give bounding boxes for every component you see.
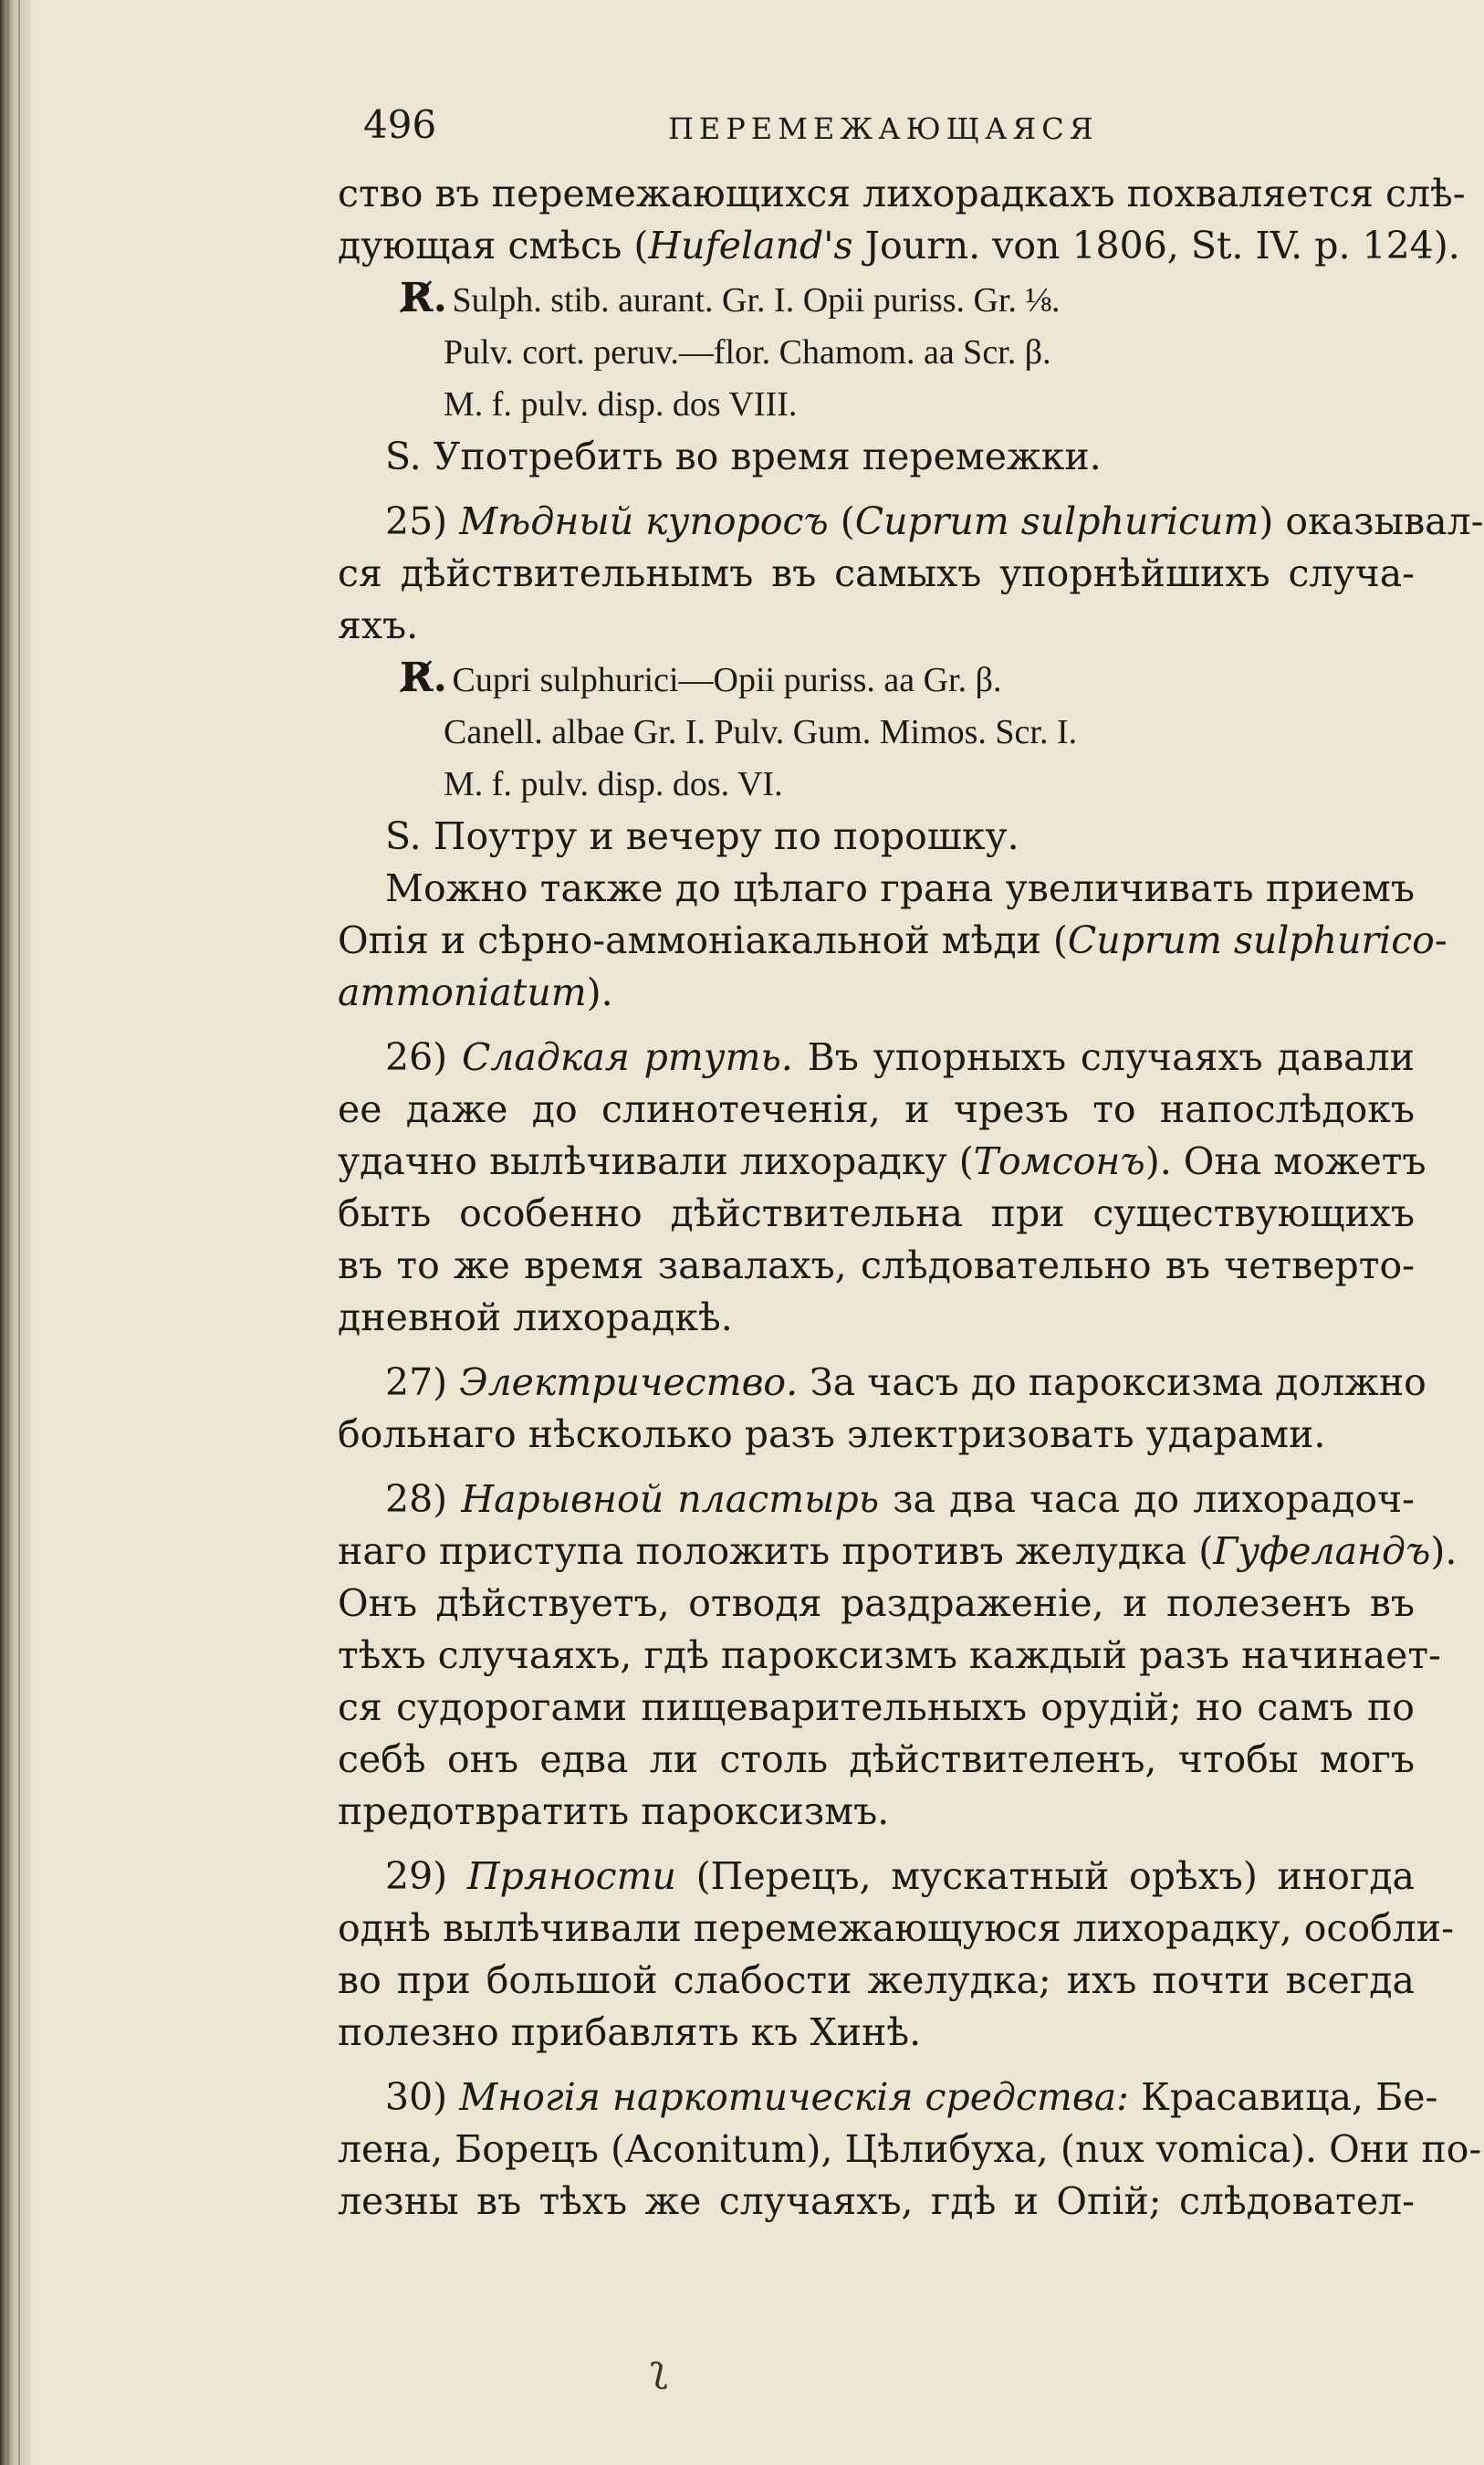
text-line <box>338 1292 1415 1344</box>
text-run: яхъ. <box>338 603 419 647</box>
text-run: 29) <box>385 1854 467 1898</box>
text-line <box>338 2007 1415 2059</box>
italic-text: Cuprum sulphurico- <box>1067 918 1447 962</box>
text-run: 25) <box>385 499 460 543</box>
running-title: ПЕРЕМЕЖАЮЩАЯСЯ <box>668 111 1099 146</box>
text-run: За часъ до пароксизма должно <box>798 1360 1427 1404</box>
text-line <box>338 379 1415 431</box>
italic-text: Сладкая ртуть. <box>461 1035 793 1079</box>
text-line <box>338 1474 1415 1526</box>
text-run: Sulph. stib. aurant. Gr. I. Opii puriss. Gr. ⅛. <box>444 281 1061 320</box>
italic-text: Hufeland's <box>648 224 853 267</box>
text-run: тѣхъ случаяхъ, гдѣ пароксизмъ каждый разъ начинает- <box>338 1633 1441 1677</box>
text-run: 26) <box>385 1035 462 1079</box>
text-line <box>338 327 1415 379</box>
text-line <box>338 759 1415 811</box>
text-line <box>338 1357 1427 1409</box>
text-line <box>338 1032 1415 1084</box>
text-run: ся дѣйствительнымъ въ самыхъ упорнѣйшихъ случа- <box>338 551 1415 595</box>
text-line <box>338 1903 1454 1955</box>
text-line <box>338 2072 1438 2124</box>
text-run: себѣ онъ едва ли столь дѣйствителенъ, чтобы могъ <box>338 1737 1415 1781</box>
text-run: S. Поутру и вечеру по порошку. <box>385 814 1019 858</box>
spine-edge-line <box>18 0 20 2465</box>
text-run: ) оказывал- <box>1259 499 1484 543</box>
italic-text: Томсонъ <box>973 1139 1145 1183</box>
text-run: ( <box>828 499 855 543</box>
italic-text: Гуфеландъ <box>1213 1529 1431 1573</box>
body-text <box>338 168 1484 2228</box>
text-run: M. f. pulv. disp. dos VIII. <box>444 385 798 424</box>
text-run: дующая смѣсь ( <box>338 224 649 267</box>
text-line <box>338 1136 1427 1188</box>
text-line <box>338 1240 1415 1292</box>
text-line <box>338 652 1415 707</box>
page-header <box>338 102 1415 168</box>
text-line <box>338 431 1415 483</box>
text-line <box>338 1084 1415 1136</box>
text-run: Въ упорныхъ случаяхъ давали <box>792 1035 1415 1079</box>
text-run: Онъ дѣйствуетъ, отводя раздраженіе, и полезенъ въ <box>338 1581 1415 1625</box>
text-line <box>338 600 1415 652</box>
text-run: ). <box>1430 1529 1458 1573</box>
text-line <box>338 168 1466 220</box>
text-run: полезно прибавлять къ Хинѣ. <box>338 2010 922 2054</box>
text-line <box>338 1955 1415 2007</box>
text-run: 30) <box>385 2075 460 2119</box>
italic-text: ammoniatum <box>338 970 587 1014</box>
text-run: Красавица, Бе- <box>1128 2075 1438 2119</box>
text-run: Journ. von 1806, St. IV. p. 124). <box>852 224 1460 267</box>
text-line <box>338 1786 1415 1838</box>
book-page <box>338 102 1484 2228</box>
text-line <box>338 1851 1415 1903</box>
italic-text: Многія наркотическія средства: <box>459 2075 1129 2119</box>
recipe-symbol: R̸. <box>400 275 447 321</box>
text-run: ее даже до слинотеченія, и чрезъ то напослѣдокъ <box>338 1087 1415 1131</box>
recipe-symbol: R̸. <box>400 655 447 701</box>
text-line <box>338 548 1415 600</box>
text-run: во при большой слабости желудка; ихъ почти всегда <box>338 1958 1415 2002</box>
text-run: Опія и сѣрно-аммоніакальной мѣди ( <box>338 918 1068 962</box>
italic-text: Нарывной пластырь <box>461 1477 880 1521</box>
text-line <box>338 496 1484 548</box>
text-line <box>338 1734 1415 1786</box>
text-run: Pulv. cort. peruv.—flor. Chamom. aa Scr. β. <box>444 333 1051 372</box>
text-line <box>338 1578 1415 1630</box>
book-spine-shadow <box>0 0 31 2465</box>
text-run: лена, Борецъ (Aconitum), Цѣлибуха, (nux vomica). Они по- <box>338 2127 1482 2171</box>
text-run: Canell. albae Gr. I. Pulv. Gum. Mimos. Scr. I. <box>444 713 1078 751</box>
text-run: лезны въ тѣхъ же случаяхъ, гдѣ и Опій; слѣдовател- <box>338 2179 1415 2223</box>
text-line <box>338 915 1447 967</box>
text-run: 28) <box>385 1477 462 1521</box>
text-line <box>338 1682 1415 1734</box>
text-run: предотвратить пароксизмъ. <box>338 1789 890 1833</box>
text-run: въ то же время завалахъ, слѣдовательно въ четверто- <box>338 1243 1415 1287</box>
text-run: S. Употребить во время перемежки. <box>385 435 1102 478</box>
text-run: быть особенно дѣйствительна при существующихъ <box>338 1191 1415 1235</box>
text-run: дневной лихорадкѣ. <box>338 1295 733 1339</box>
text-run: ство въ перемежающихся лихорадкахъ похваляется слѣ- <box>338 172 1466 215</box>
text-line <box>338 1409 1415 1461</box>
italic-text: Мѣдный купоросъ <box>459 499 829 543</box>
text-run: больнаго нѣсколько разъ электризовать ударами. <box>338 1412 1326 1456</box>
text-run: однѣ вылѣчивали перемежающуюся лихорадку, особли- <box>338 1906 1454 1950</box>
pencil-mark: ʅ <box>650 2348 668 2390</box>
text-run: ). <box>586 970 613 1014</box>
page-number: 496 <box>363 102 437 147</box>
text-line <box>338 967 1415 1019</box>
text-line <box>338 1188 1415 1240</box>
text-run: (Перецъ, мускатный орѣхъ) иногда <box>675 1854 1416 1898</box>
text-line <box>338 811 1415 863</box>
text-run: M. f. pulv. disp. dos. VI. <box>444 765 783 803</box>
text-line <box>338 220 1460 272</box>
spine-edge-line <box>7 0 9 2465</box>
text-run: удачно вылѣчивали лихорадку ( <box>338 1139 974 1183</box>
text-line <box>338 272 1415 327</box>
text-run: за два часа до лихорадоч- <box>879 1477 1415 1521</box>
text-run: ). Она можетъ <box>1144 1139 1427 1183</box>
text-run: Cupri sulphurici—Opii puriss. aa Gr. β. <box>444 661 1002 699</box>
italic-text: Cuprum sulphuricum <box>854 499 1259 543</box>
text-run: наго приступа положить противъ желудка ( <box>338 1529 1214 1573</box>
text-line <box>338 1526 1458 1578</box>
text-line <box>338 707 1415 759</box>
italic-text: Электричество. <box>459 1360 799 1404</box>
text-line <box>338 2124 1482 2176</box>
text-run: Можно также до цѣлаго грана увеличивать приемъ <box>385 866 1415 910</box>
text-run: 27) <box>385 1360 460 1404</box>
italic-text: Пряности <box>466 1854 676 1898</box>
text-line <box>338 2176 1415 2228</box>
text-run: ся судорогами пищеварительныхъ орудій; но самъ по <box>338 1685 1415 1729</box>
text-line <box>338 1630 1441 1682</box>
text-line <box>338 863 1415 915</box>
